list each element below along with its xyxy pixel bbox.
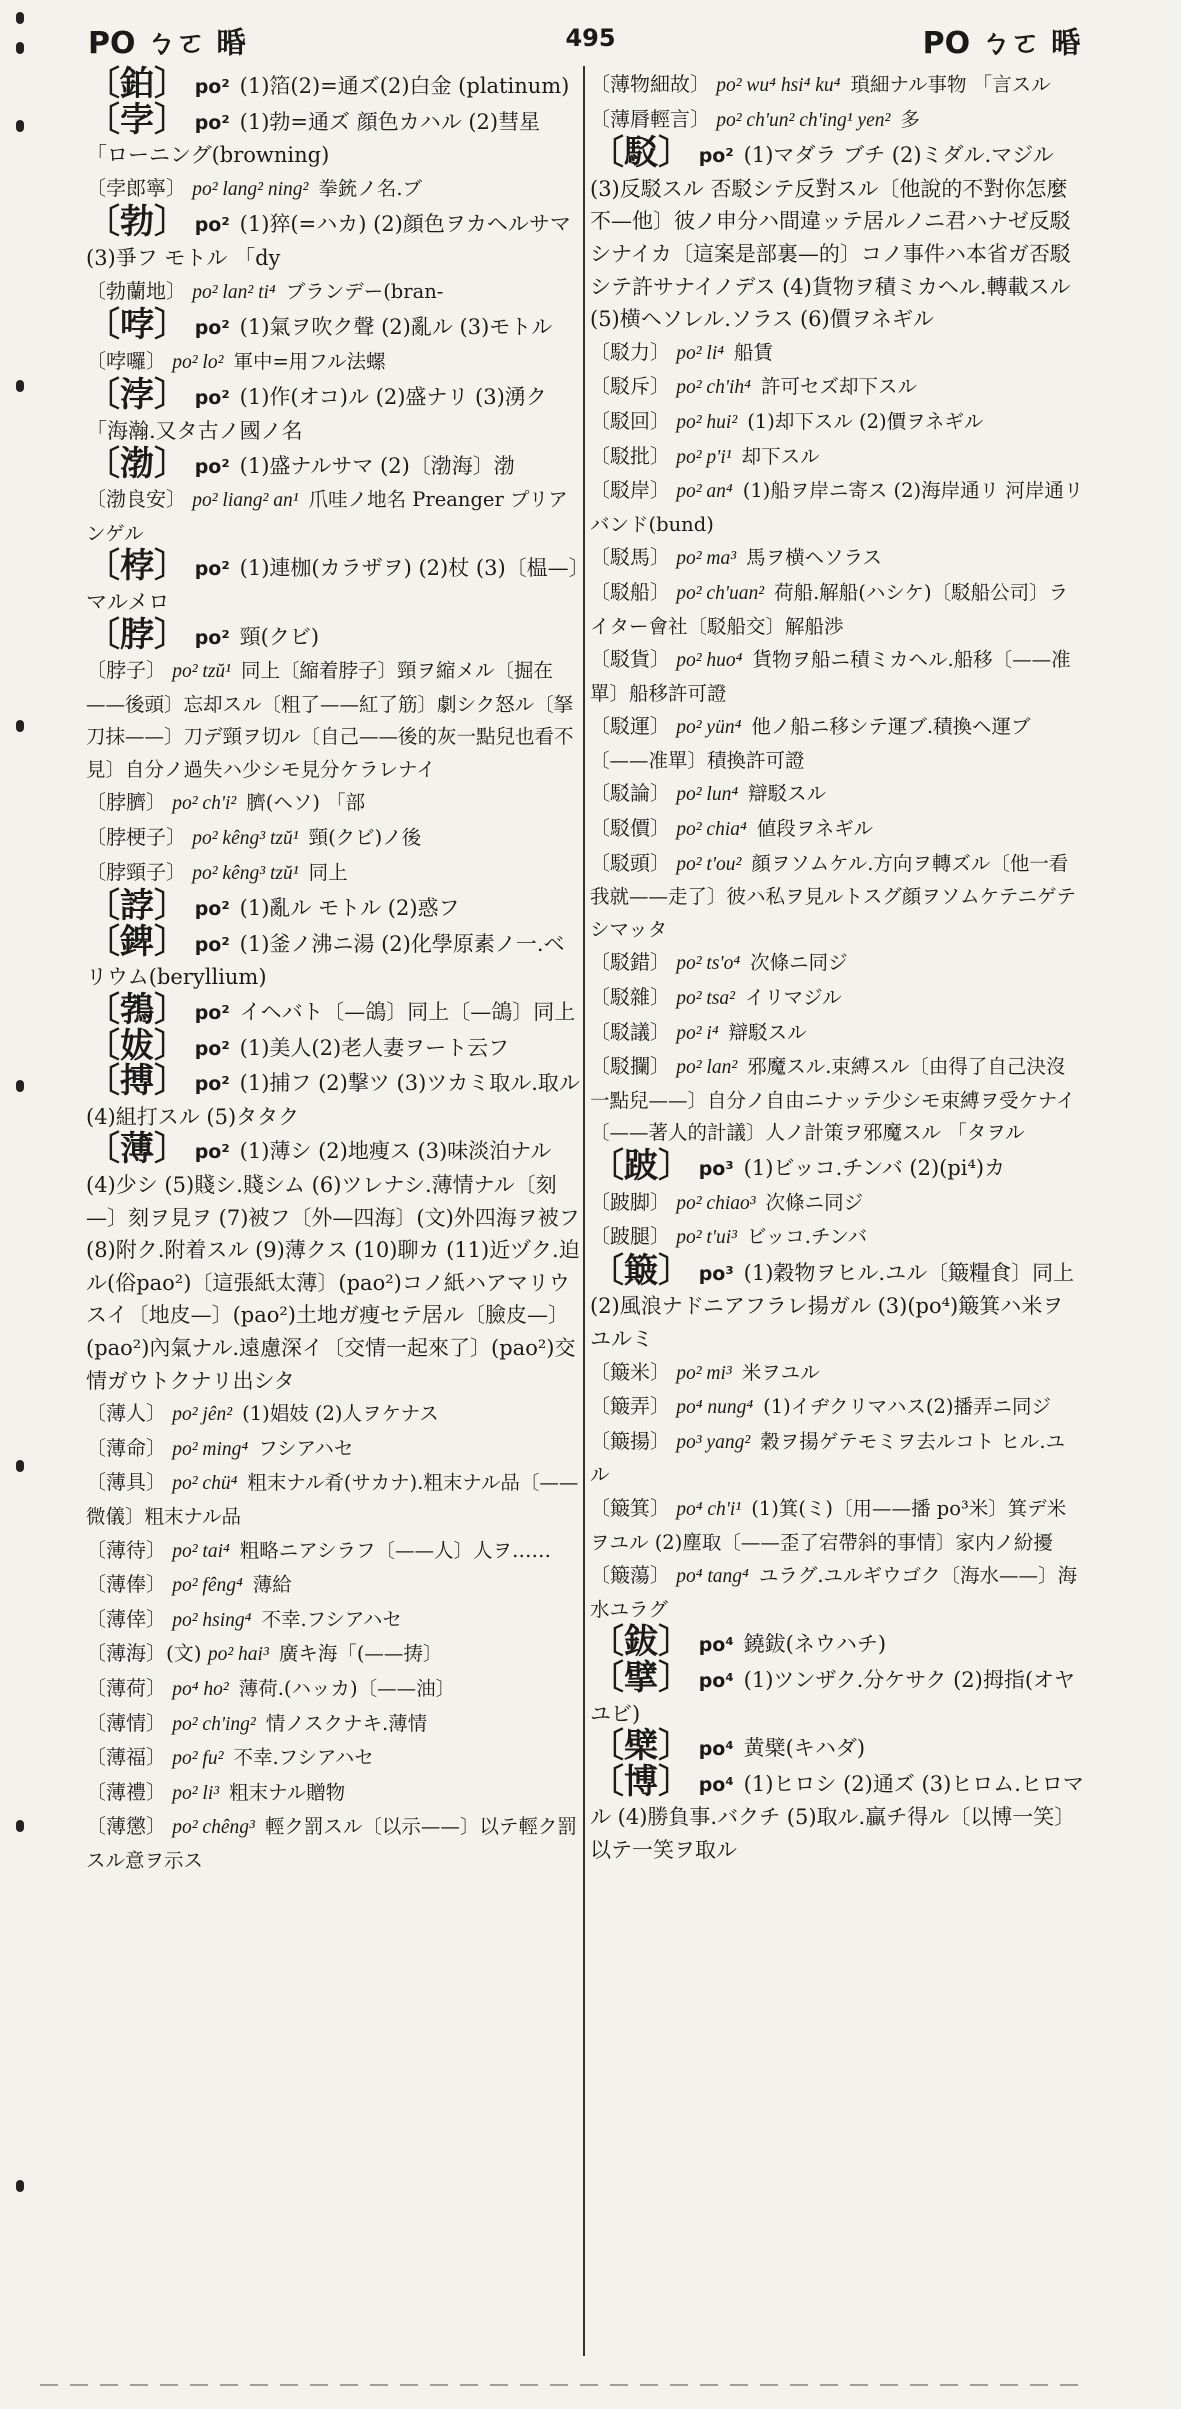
headword: 〔哱囉〕	[86, 348, 166, 373]
romanization: po² hsing⁴	[172, 1609, 252, 1631]
entry-headword	[86, 1025, 580, 1066]
headword: 〔薄具〕	[86, 1470, 166, 1495]
definition: 粗略ニアシラフ〔——人〕人ヲ……	[239, 1538, 552, 1562]
romanization: po³	[698, 1158, 734, 1180]
entry-compound	[86, 1432, 580, 1467]
entry-compound	[86, 1672, 580, 1707]
entry-compound	[86, 1466, 580, 1533]
romanization: po² fêng⁴	[172, 1575, 243, 1597]
headword: 〔駁貨〕	[590, 647, 670, 672]
entry-headword	[86, 886, 580, 927]
definition: (1)連枷(カラザヲ) (2)杖 (3)〔榅—〕マルメロ	[86, 556, 580, 614]
headword: 〔勃〕	[86, 202, 188, 243]
entry-headword	[86, 99, 580, 172]
entry-compound	[86, 1568, 580, 1603]
definition: 米ヲユル	[741, 1360, 820, 1384]
entry-compound	[590, 68, 1084, 103]
romanization: po² mi³	[676, 1362, 732, 1384]
entry-compound	[590, 1016, 1084, 1051]
entry-compound	[86, 786, 580, 821]
headword: 〔桲〕	[86, 546, 188, 587]
romanization: po² kêng³ tzŭ¹	[192, 828, 299, 850]
headword: 〔薄情〕	[86, 1710, 166, 1735]
binding-hole	[16, 12, 24, 24]
romanization: po² chü⁴	[172, 1473, 238, 1495]
romanization: po² kêng³ tzŭ¹	[192, 862, 299, 884]
definition: 許可セズ却下スル	[760, 375, 917, 399]
definition: (1)却下スル (2)價ヲネギル	[747, 409, 984, 433]
headword: 〔駁運〕	[590, 714, 670, 739]
headword: 〔薄福〕	[86, 1745, 166, 1770]
headword: 〔渤良安〕	[86, 487, 186, 512]
romanization: po² yün⁴	[676, 717, 742, 739]
entry-compound	[590, 1186, 1084, 1221]
definition: 値段ヲネギル	[756, 817, 874, 841]
headword: 〔駁論〕	[590, 781, 670, 806]
entry-compound	[590, 336, 1084, 371]
romanization: po² chêng³	[172, 1817, 255, 1839]
definition: (1)作(オコ)ル (2)盛ナリ (3)湧ク 「海瀚.又タ古ノ國ノ名	[86, 385, 547, 443]
romanization: po²	[194, 1073, 230, 1096]
definition: 輕ク罰スル〔以示——〕以テ輕ク罰スル意ヲ示ス	[86, 1815, 577, 1872]
headword: 〔擘〕	[590, 1657, 692, 1698]
headword: 〔勃蘭地〕	[86, 278, 186, 303]
romanization: po²	[194, 933, 230, 956]
romanization: po² tzŭ¹	[172, 661, 232, 683]
definition: (1)娼妓 (2)人ヲケナス	[242, 1402, 439, 1426]
romanization: po²	[194, 1037, 230, 1060]
romanization: po² ts'o⁴	[676, 953, 741, 975]
romanization: po² lan²	[676, 1057, 738, 1079]
entry-headword	[590, 1250, 1084, 1356]
headword: 〔駁攔〕	[590, 1054, 670, 1079]
entry-compound	[86, 483, 580, 550]
headword: 〔薄懲〕	[86, 1814, 166, 1839]
entry-headword	[86, 1061, 580, 1133]
headword: 〔駁價〕	[590, 816, 670, 841]
romanization: po² ch'ih⁴	[676, 377, 751, 399]
definition: (1)薄シ (2)地痩ス (3)味淡泊ナル (4)少シ (5)賤シ.賤シム (6)ツレナシ.薄情ナル〔刻—〕刻ヲ見ヲ (7)被フ〔外—四海〕(文)外四海ヲ被フ (8)附ク.附着スル (9)薄クス (10)聊カ (11)近ヅク.迫ル(俗pao²)〔這張紙太薄〕(pao²)コノ紙ハアマリウスイ〔地皮—〕(pao²)土地ガ痩セテ居ル〔臉皮—〕(pao²)內氣ナル.遠慮深イ〔交情一起來了〕(pao²)交情ガウトクナリ出シタ	[86, 1139, 580, 1393]
romanization: po²	[194, 317, 230, 340]
entry-headword	[590, 1761, 1084, 1867]
definition: 辯駁スル	[748, 782, 827, 806]
entry-compound	[86, 275, 580, 310]
romanization: po²	[194, 214, 230, 237]
headword: 〔駁船〕	[590, 579, 670, 604]
definition: 薄荷.(ハッカ)〔——油〕	[238, 1676, 456, 1700]
definition: 粗末ナル肴(サカナ).粗末ナル品〔——微儀〕粗末ナル品	[86, 1471, 579, 1528]
headword: 〔孛〕	[86, 99, 188, 140]
romanization: po² huo⁴	[676, 650, 743, 672]
binding-hole	[16, 1460, 24, 1472]
romanization: po² ch'uan²	[676, 582, 765, 604]
definition: (1)捕フ (2)撃ツ (3)ツカミ取ル.取ル (4)組打スル (5)タタク	[86, 1071, 580, 1129]
romanization: po²	[194, 626, 230, 649]
headword: 〔妭〕	[86, 1025, 188, 1066]
headword: 〔薄待〕	[86, 1537, 166, 1562]
definition: 穀ヲ揚ゲテモミヲ去ルコト ヒル.ユル	[590, 1429, 1066, 1487]
entry-compound	[86, 1810, 580, 1877]
entry-headword	[590, 1726, 1084, 1767]
entry-compound	[86, 856, 580, 891]
romanization: po² chiao³	[676, 1192, 756, 1214]
definition: 却下スル	[741, 444, 820, 468]
romanization: po²	[194, 387, 230, 410]
definition: 不幸.フシアハセ	[233, 1746, 374, 1770]
headword: 〔渤〕	[86, 443, 188, 484]
definition: 頸(クビ)	[239, 624, 320, 649]
definition: 同上〔縮着脖子〕頸ヲ縮メル〔掘在——後頭〕忘却スル〔粗了——紅了筋〕劇シク怒ル〔拏刀抹——〕刀デ頸ヲ切ル〔自己——後的灰一點兒也看不見〕自分ノ過失ハ少シモ見分ケラレナイ	[86, 659, 574, 781]
entry-headword	[86, 375, 580, 447]
definition: 顔ヲソムケル.方向ヲ轉ズル〔他一看我就——走了〕彼ハ私ヲ見ルトスグ顔ヲソムケテニゲテシマッタ	[590, 851, 1076, 941]
definition: 多	[900, 107, 920, 131]
headword: 〔駁雜〕	[590, 985, 670, 1010]
entry-headword	[86, 546, 580, 618]
entry-compound	[590, 405, 1084, 440]
binding-hole	[16, 42, 24, 54]
romanization: po² ch'i²	[172, 793, 237, 815]
romanization: po² wu⁴ hsi⁴ ku⁴	[716, 75, 841, 96]
headword: 〔簸箕〕	[590, 1495, 670, 1520]
column-divider	[583, 66, 585, 2356]
headword: 〔駁力〕	[590, 339, 670, 364]
entry-compound	[590, 1390, 1084, 1425]
running-header-right: PO ㄅㄛ 𣇲	[922, 26, 1081, 61]
entry-compound	[590, 474, 1084, 541]
headword: 〔跛〕	[590, 1146, 692, 1186]
romanization: po²	[194, 455, 230, 478]
binding-hole	[16, 1820, 24, 1832]
headword: 〔浡〕	[86, 375, 188, 416]
romanization: po²	[194, 898, 230, 921]
headword: 〔博〕	[590, 1761, 692, 1802]
headword: 〔搏〕	[86, 1061, 188, 1102]
definition: 次條ニ同ジ	[750, 951, 848, 975]
definition: (1)勃=通ズ 顔色カハル (2)彗星 「ローニング(browning)	[86, 109, 541, 168]
headword: 〔薄命〕	[86, 1435, 166, 1460]
romanization: po⁴ nung⁴	[676, 1397, 754, 1419]
entry-compound	[590, 643, 1084, 710]
headword: 〔簸〕	[590, 1250, 692, 1291]
romanization: po⁴	[698, 1773, 734, 1796]
headword: 〔駁批〕	[590, 443, 670, 468]
entry-headword	[86, 990, 580, 1031]
entry-compound	[86, 1741, 580, 1776]
definition: 廣キ海「(——𢭏〕	[278, 1642, 443, 1666]
entry-compound	[590, 812, 1084, 847]
headword: 〔駁回〕	[590, 408, 670, 433]
entry-compound	[590, 1356, 1084, 1391]
romanization: po² liang² an¹	[192, 490, 299, 512]
headword: 〔脖〕	[86, 614, 188, 655]
entry-compound	[590, 103, 1084, 138]
definition: 同上	[308, 860, 348, 884]
left-column	[86, 64, 580, 1877]
romanization: po² chia⁴	[676, 819, 747, 841]
entry-headword	[86, 1129, 580, 1397]
entry-compound	[590, 1559, 1084, 1626]
entry-compound	[86, 1776, 580, 1811]
headword: 〔鉑〕	[86, 64, 188, 104]
headword: 〔孛郎寧〕	[86, 175, 186, 200]
headword: 〔薄荷〕	[86, 1675, 166, 1700]
romanization: po² fu²	[172, 1748, 224, 1770]
definition: (1)美人(2)老人妻ヲート云フ	[239, 1035, 510, 1060]
romanization: po² li³	[172, 1782, 220, 1804]
romanization: po⁴ ho²	[172, 1678, 229, 1700]
definition: 粗末ナル贈物	[229, 1780, 346, 1804]
definition: 瑣細ナル事物 「言スル	[850, 73, 1051, 96]
headword: 〔薄禮〕	[86, 1779, 166, 1804]
romanization: po³	[698, 1262, 734, 1285]
entry-headword	[86, 921, 580, 994]
romanization: po⁴ tang⁴	[676, 1566, 749, 1588]
headword: 〔跛脚〕	[590, 1189, 670, 1214]
entry-headword	[86, 64, 580, 104]
definition: 邪魔スル.束縛スル〔由得了自己決沒一點兒——〕自分ノ自由ニナッテ少シモ束縛ヲ受ケナイ〔——著人的計議〕人ノ計策ヲ邪魔スル 「タヲル	[590, 1055, 1076, 1145]
entry-headword	[86, 614, 580, 655]
definition: ビッコ.チンバ	[747, 1225, 868, 1249]
headword: 〔跛腿〕	[590, 1224, 670, 1249]
entry-compound	[590, 576, 1084, 643]
entry-compound	[86, 821, 580, 856]
romanization: po² jên²	[172, 1404, 233, 1426]
definition: (1)ビッコ.チンバ (2)(pi⁴)カ	[743, 1156, 1006, 1180]
romanization: po² t'ou²	[676, 853, 742, 875]
definition: 薄給	[252, 1573, 292, 1597]
definition: フシアハセ	[258, 1436, 354, 1460]
headword: 〔薄物細故〕	[590, 72, 710, 96]
entry-compound	[590, 710, 1084, 777]
headword: 〔薄倖〕	[86, 1606, 166, 1631]
entry-compound	[590, 847, 1084, 947]
romanization: po²	[194, 111, 230, 134]
binding-hole	[16, 120, 24, 132]
headword: 〔哱〕	[86, 305, 188, 346]
entry-compound	[86, 1397, 580, 1432]
romanization: po² ma³	[676, 548, 737, 570]
definition: 他ノ船ニ移シテ運ブ.積換ヘ運ブ〔——准單〕積換許可證	[590, 715, 1031, 772]
headword: 〔脖頸子〕	[86, 859, 186, 884]
definition: イヘバト〔—鴿〕同上〔—鴿〕同上	[239, 1000, 576, 1025]
romanization: po² ch'un² ch'ing¹ yen²	[716, 109, 891, 131]
headword: 〔簸揚〕	[590, 1428, 670, 1453]
entry-compound	[86, 172, 580, 207]
definition: (1)穀物ヲヒル.ユル〔簸糧食〕同上 (2)風浪ナドニアフラレ揚ガル (3)(po⁴)簸箕ハ米ヲユルミ	[590, 1260, 1075, 1351]
definition: (1)釜ノ沸ニ湯 (2)化學原素ノ一.ベリウム(beryllium)	[86, 931, 565, 990]
definition: (1)船ヲ岸ニ寄ス (2)海岸通リ 河岸通リ バンド(bund)	[590, 479, 1084, 536]
headword: 〔駁〕	[590, 133, 692, 174]
headword: 〔脖子〕	[86, 658, 166, 683]
definition: 貨物ヲ船ニ積ミカヘル.船移〔——准單〕船移許可證	[590, 648, 1071, 705]
headword: 〔誖〕	[86, 886, 188, 927]
binding-hole	[16, 720, 24, 732]
headword: 〔駁斥〕	[590, 374, 670, 399]
headword: 〔薄海〕(文)	[86, 1641, 202, 1666]
entry-headword	[590, 1622, 1084, 1663]
definition: (1)箕(ミ)〔用——播 po³米〕箕デ米ヲユル (2)塵取〔——歪了宕帶斜的事情〕家内ノ紛擾	[590, 1496, 1067, 1554]
entry-compound	[86, 654, 580, 786]
headword: 〔脖臍〕	[86, 790, 166, 815]
definition: 不幸.フシアハセ	[261, 1607, 402, 1631]
headword: 〔鈸〕	[590, 1622, 692, 1663]
romanization: po³ yang²	[676, 1431, 751, 1453]
headword: 〔錍〕	[86, 921, 188, 962]
definition: 鐃鈸(ネウハチ)	[743, 1632, 887, 1657]
definition: 次條ニ同ジ	[765, 1190, 864, 1214]
definition: 荷船.解船(ハシケ)〔駁船公司〕ライター會社〔駁船交〕解船渉	[590, 580, 1069, 638]
headword: 〔薄〕	[86, 1129, 188, 1170]
scan-artifact	[40, 2384, 1090, 2386]
entry-headword	[590, 1146, 1084, 1186]
headword: 〔簸弄〕	[590, 1394, 670, 1419]
entry-compound	[590, 370, 1084, 405]
entry-compound	[86, 1707, 580, 1742]
definition: (1)マダラ ブチ (2)ミダル.マジル (3)反駁スル 否駁シテ反對スル〔他說的不對你怎麼不—他〕彼ノ申分ハ間違ッテ居ルノニ君ハナゼ反駁シナイカ〔這案是部裏—的〕コノ事件ハ本省ガ否駁シテ許サナイノデス (4)貨物ヲ積ミカヘル.轉載スル (5)横ヘソレル.ソラス (6)價ヲネギル	[590, 143, 1071, 332]
entry-compound	[590, 440, 1084, 475]
definition: (1)ツンザク.分ケサク (2)拇指(オヤユビ)	[590, 1667, 1076, 1726]
entry-headword	[86, 305, 580, 346]
entry-compound	[86, 1534, 580, 1569]
romanization: po² t'ui³	[676, 1227, 738, 1249]
binding-hole	[16, 380, 24, 392]
entry-compound	[590, 777, 1084, 812]
running-header-left: PO ㄅㄛ 𣇲	[88, 26, 247, 61]
definition: 辯駁スル	[728, 1020, 807, 1044]
romanization: po² ming⁴	[172, 1438, 249, 1460]
definition: (1)ヒロシ (2)通ズ (3)ヒロム.ヒロマル (4)勝負事.バクチ (5)取ル.贏チ得ル〔以博一笑〕以テ一笑ヲ取ル	[590, 1771, 1084, 1862]
definition: 軍中=用フル法螺	[233, 349, 386, 373]
headword: 〔駁錯〕	[590, 950, 670, 975]
entry-compound	[86, 1637, 580, 1672]
definition: (1)イヂクリマハス(2)播弄ニ同ジ	[763, 1395, 1052, 1419]
definition: 爪哇ノ地名 Preanger プリアンゲル	[86, 488, 568, 545]
entry-compound	[590, 1050, 1084, 1150]
definition: 馬ヲ横ヘソラス	[746, 546, 883, 570]
romanization: po² an⁴	[676, 481, 733, 503]
romanization: po² ch'ing²	[172, 1713, 256, 1735]
romanization: po⁴	[698, 1738, 734, 1761]
romanization: po²	[194, 1141, 230, 1164]
definition: (1)箔(2)=通ズ(2)白金 (platinum)	[239, 74, 570, 98]
romanization: po² lun⁴	[676, 784, 739, 806]
entry-headword	[590, 133, 1084, 336]
binding-hole	[16, 2180, 24, 2192]
entry-headword	[86, 443, 580, 484]
headword: 〔薄脣輕言〕	[590, 106, 710, 131]
definition: イリマジル	[745, 986, 842, 1010]
headword: 〔駁議〕	[590, 1019, 670, 1044]
headword: 〔駁岸〕	[590, 478, 670, 503]
romanization: po² lang² ning²	[192, 178, 309, 200]
page-number: 495	[565, 24, 616, 52]
entry-compound	[590, 1220, 1084, 1255]
headword: 〔鵓〕	[86, 990, 188, 1031]
entry-compound	[590, 946, 1084, 981]
headword: 〔脖梗子〕	[86, 825, 186, 850]
romanization: po⁴ ch'i¹	[676, 1498, 742, 1520]
headword: 〔駁頭〕	[590, 850, 670, 875]
romanization: po² i⁴	[676, 1022, 719, 1044]
binding-hole	[16, 1080, 24, 1092]
entry-compound	[590, 541, 1084, 576]
entry-headword	[86, 202, 580, 274]
entry-compound	[590, 1425, 1084, 1492]
romanization: po⁴	[698, 1669, 734, 1692]
headword: 〔簸米〕	[590, 1359, 670, 1384]
romanization: po² tsa²	[676, 988, 736, 1010]
definition: ブランデー(bran-	[285, 279, 444, 303]
definition: 情ノスクナキ.薄情	[265, 1711, 428, 1735]
definition: (1)猝(=ハカ) (2)顔色ヲカヘルサマ (3)爭フ モトル 「dy	[86, 212, 571, 270]
romanization: po²	[194, 558, 230, 581]
definition: (1)盛ナルサマ (2)〔渤海〕渤	[239, 453, 515, 478]
entry-compound	[86, 1603, 580, 1638]
headword: 〔簸蕩〕	[590, 1563, 670, 1588]
entry-compound	[590, 981, 1084, 1016]
romanization: po²	[194, 1002, 230, 1025]
definition: (1)亂ル モトル (2)惑フ	[239, 896, 460, 921]
definition: 頸(クビ)ノ後	[308, 826, 422, 850]
definition: 臍(ヘソ) 「部	[246, 791, 366, 815]
headword: 〔薄俸〕	[86, 1572, 166, 1597]
romanization: po² lo²	[172, 351, 224, 373]
definition: 船賃	[734, 340, 774, 364]
entry-headword	[590, 1657, 1084, 1730]
definition: (1)氣ヲ吹ク聲 (2)亂ル (3)モトル	[239, 315, 553, 340]
definition: ユラグ.ユルギウゴク〔海水——〕海水ユラグ	[590, 1564, 1078, 1621]
headword: 〔檗〕	[590, 1726, 692, 1767]
romanization: po² li⁴	[676, 342, 725, 364]
entry-compound	[86, 345, 580, 380]
definition: 黄檗(キハダ)	[743, 1736, 866, 1761]
romanization: po⁴	[698, 1634, 734, 1657]
romanization: po² hai³	[207, 1644, 269, 1666]
romanization: po² p'i¹	[676, 446, 732, 468]
headword: 〔薄人〕	[86, 1401, 166, 1426]
romanization: po²	[698, 145, 734, 168]
romanization: po² hui²	[676, 411, 738, 433]
entry-compound	[590, 1492, 1084, 1559]
definition: 拳銃ノ名.ブ	[318, 176, 423, 200]
headword: 〔駁馬〕	[590, 545, 670, 570]
romanization: po²	[194, 76, 230, 98]
right-column	[590, 68, 1084, 1866]
romanization: po² tai⁴	[172, 1540, 230, 1562]
romanization: po² lan² ti⁴	[192, 281, 276, 303]
